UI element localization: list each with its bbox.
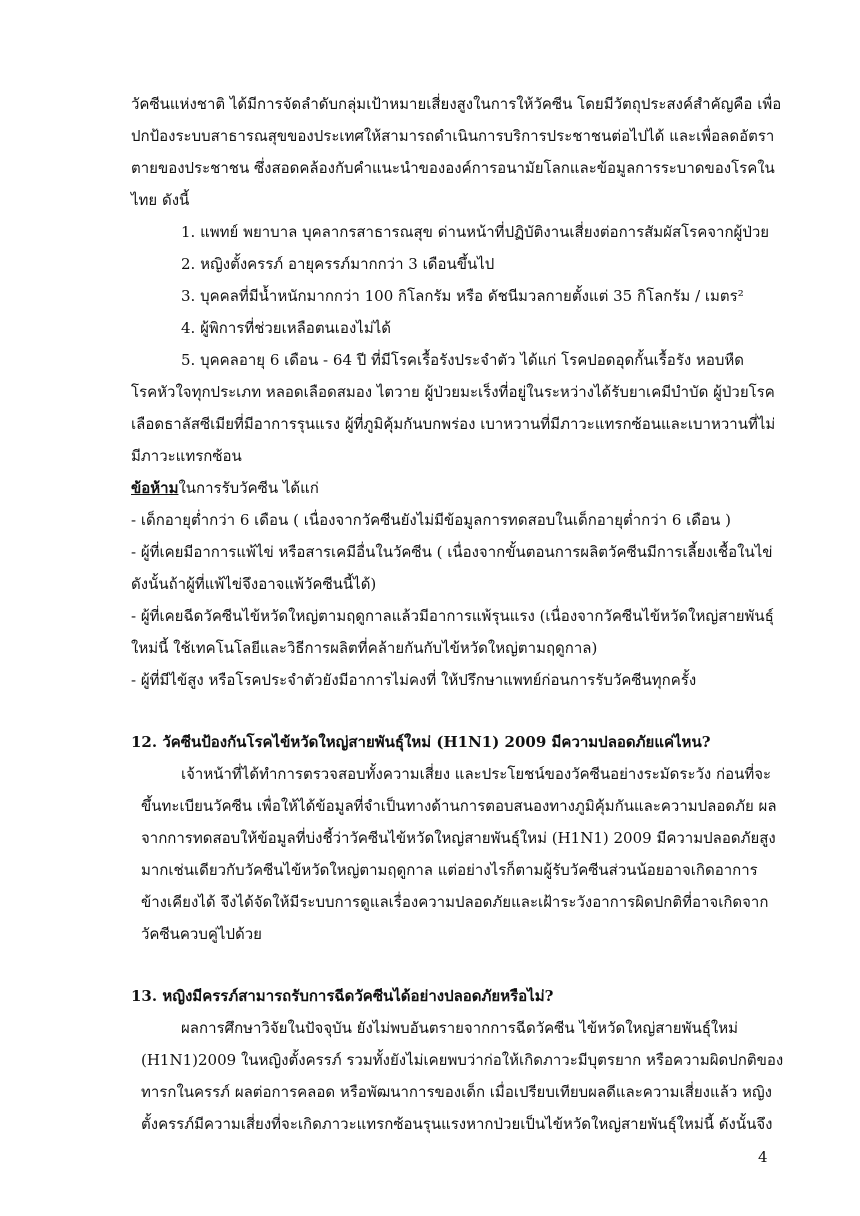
contraindication-line: ดังนั้นถ้าผู้ที่แพ้ไข่จึงอาจแพ้วัคซีนนี้ได้) <box>131 575 377 593</box>
contraindication-line: - ผู้ที่เคยฉีดวัคซีนไข้หวัดใหญ่ตามฤดูกาลแล้วมีอาการแพ้รุนแรง (เนื่องจากวัคซีนไข้หวัดใหญ่สายพันธุ์ <box>131 607 774 625</box>
group-item-3: 3. บุคคลที่มีน้ำหนักมากกว่า 100 กิโลกรัม หรือ ดัชนีมวลกายตั้งแต่ 35 กิโลกรัม / เมตร² <box>181 287 744 305</box>
intro-line: ตายของประชาชน ซึ่งสอดคล้องกับคำแนะนำขององค์การอนามัยโลกและข้อมูลการระบาดของโรคใน <box>131 159 775 177</box>
contraindications-label: ข้อห้าม <box>131 479 179 497</box>
contraindication-line: - เด็กอายุต่ำกว่า 6 เดือน ( เนื่องจากวัคซีนยังไม่มีข้อมูลการทดสอบในเด็กอายุต่ำกว่า 6 เดือน ) <box>131 511 731 529</box>
q13-line: ผลการศึกษาวิจัยในปัจจุบัน ยังไม่พบอันตรายจากการฉีดวัคซีน ไข้หวัดใหญ่สายพันธุ์ใหม่ <box>181 1019 738 1037</box>
q12-line: ขึ้นทะเบียนวัคซีน เพื่อให้ได้ข้อมูลที่จำเป็นทางด้านการตอบสนองทางภูมิคุ้มกันและความปลอดภัย ผล <box>141 797 777 815</box>
q12-line: ข้างเคียงได้ จึงได้จัดให้มีระบบการดูแลเรื่องความปลอดภัยและเฝ้าระวังอาการผิดปกติที่อาจเกิดจาก <box>141 893 769 911</box>
intro-line: ไทย ดังนี้ <box>131 191 190 209</box>
q13-line: ทารกในครรภ์ ผลต่อการคลอด หรือพัฒนาการของเด็ก เมื่อเปรียบเทียบผลดีและความเสี่ยงแล้ว หญิง <box>141 1083 773 1101</box>
q12-heading: 12. วัคซีนป้องกันโรคไข้หวัดใหญ่สายพันธุ์ใหม่ (H1N1) 2009 มีความปลอดภัยแค่ไหน? <box>131 733 711 751</box>
group-item-5-line: เลือดธาลัสซีเมียที่มีอาการรุนแรง ผู้ที่ภูมิคุ้มกันบกพร่อง เบาหวานที่มีภาวะแทรกซ้อนและเบาหวานที่ไม่ <box>131 415 776 433</box>
contraindication-line: ใหม่นี้ ใช้เทคโนโลยีและวิธีการผลิตที่คล้ายกันกับไข้หวัดใหญ่ตามฤดูกาล) <box>131 639 598 657</box>
q12-line: จากการทดสอบให้ข้อมูลที่บ่งชี้ว่าวัคซีนไข้หวัดใหญ่สายพันธุ์ใหม่ (H1N1) 2009 มีความปลอดภัยสูง <box>141 829 776 847</box>
contraindication-line: - ผู้ที่มีไข้สูง หรือโรคประจำตัวยังมีอาการไม่คงที่ ให้ปรึกษาแพทย์ก่อนการรับวัคซีนทุกครั้ง <box>131 671 697 689</box>
group-item-5-line: มีภาวะแทรกซ้อน <box>131 447 242 465</box>
group-item-5-line: โรคหัวใจทุกประเภท หลอดเลือดสมอง ไตวาย ผู้ป่วยมะเร็งที่อยู่ในระหว่างได้รับยาเคมีบำบัด ผู้ป่วยโรค <box>131 383 775 401</box>
group-item-2: 2. หญิงตั้งครรภ์ อายุครรภ์มากกว่า 3 เดือนขึ้นไป <box>181 255 495 273</box>
q12-line: วัคซีนควบคู่ไปด้วย <box>141 925 262 943</box>
page-number: 4 <box>758 1148 768 1166</box>
group-item-1: 1. แพทย์ พยาบาล บุคลากรสาธารณสุข ด่านหน้าที่ปฏิบัติงานเสี่ยงต่อการสัมผัสโรคจากผู้ป่วย <box>181 223 770 241</box>
group-item-4: 4. ผู้พิการที่ช่วยเหลือตนเองไม่ได้ <box>181 319 391 337</box>
contraindication-line: - ผู้ที่เคยมีอาการแพ้ไข่ หรือสารเคมีอื่นในวัคซีน ( เนื่องจากขั้นตอนการผลิตวัคซีนมีการเลี้ยงเชื้อในไข่ <box>131 543 773 561</box>
q13-line: (H1N1)2009 ในหญิงตั้งครรภ์ รวมทั้งยังไม่เคยพบว่าก่อให้เกิดภาวะมีบุตรยาก หรือความผิดปกติของ <box>141 1051 784 1069</box>
q13-line: ตั้งครรภ์มีความเสี่ยงที่จะเกิดภาวะแทรกซ้อนรุนแรงหากป่วยเป็นไข้หวัดใหญ่สายพันธุ์ใหม่นี้ ดังนั้นจึง <box>141 1115 773 1133</box>
contraindications-heading <box>131 478 319 498</box>
contraindications-heading-rest: ในการรับวัคซีน ได้แก่ <box>178 479 319 497</box>
q12-line: เจ้าหน้าที่ได้ทำการตรวจสอบทั้งความเสี่ยง และประโยชน์ของวัคซีนอย่างระมัดระวัง ก่อนที่จะ <box>181 765 772 783</box>
q12-line: มากเช่นเดียวกับวัคซีนไข้หวัดใหญ่ตามฤดูกาล แต่อย่างไรก็ตามผู้รับวัคซีนส่วนน้อยอาจเกิดอาการ <box>141 861 758 879</box>
intro-line: วัคซีนแห่งชาติ ได้มีการจัดลำดับกลุ่มเป้าหมายเสี่ยงสูงในการให้วัคซีน โดยมีวัตถุประสงค์สำคัญคือ เพื่อ <box>131 95 782 113</box>
intro-line: ปกป้องระบบสาธารณสุขของประเทศให้สามารถดำเนินการบริการประชาชนต่อไปได้ และเพื่อลดอัตรา <box>131 127 775 145</box>
q13-heading: 13. หญิงมีครรภ์สามารถรับการฉีดวัคซีนได้อย่างปลอดภัยหรือไม่? <box>131 987 554 1005</box>
group-item-5: 5. บุคคลอายุ 6 เดือน - 64 ปี ที่มีโรคเรื้อรังประจำตัว ได้แก่ โรคปอดอุดกั้นเรื้อรัง หอบหืด <box>181 351 745 369</box>
